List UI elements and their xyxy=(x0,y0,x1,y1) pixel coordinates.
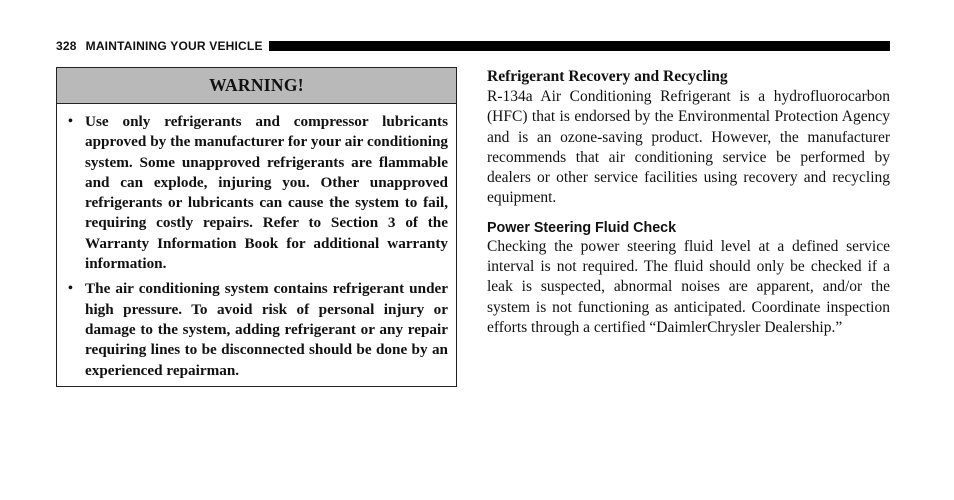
section-heading-refrigerant: Refrigerant Recovery and Recycling xyxy=(487,68,728,85)
section-title: MAINTAINING YOUR VEHICLE xyxy=(85,39,263,53)
section-body-refrigerant: R-134a Air Conditioning Refrigerant is a hydrofluorocarbon (HFC) that is endorsed by the Environmental Protection Agency and is an ozone-saving product. However, the manufacturer recommends that air conditioning service be performed by dealers or other service facilities using recovery and recycling equipment. xyxy=(487,88,890,207)
warning-box xyxy=(56,67,457,387)
warning-item-text: Use only refrigerants and compressor lubricants approved by the manufacturer for your air conditioning system. Some unapproved refrigerants are flammable and can explode, injuring you. Other unapproved refrigerants or lubricants can cause the system to fail, requiring costly repairs. Refer to Section 3 of the Warranty Information Book for additional warranty information. xyxy=(85,113,448,273)
section-body-power-steering: Checking the power steering fluid level at a defined service interval is not required. The fluid should only be checked if a leak is suspected, abnormal noises are apparent, and/or the system is not functioning as anticipated. Coordinate inspection efforts through a certified “DaimlerChrysler Dealership.” xyxy=(487,237,890,336)
warning-item-text: The air conditioning system contains refrigerant under high pressure. To avoid risk of personal injury or damage to the system, adding refrigerant or any repair requiring lines to be disconnected should be done by an experienced repairman. xyxy=(85,280,448,379)
warning-title: WARNING! xyxy=(57,68,456,104)
bullet-icon: • xyxy=(68,114,73,129)
section-gap xyxy=(487,209,890,219)
page-header xyxy=(56,38,890,54)
section-heading-power-steering: Power Steering Fluid Check xyxy=(487,219,677,236)
warning-list xyxy=(57,104,456,381)
page-number: 328 xyxy=(56,39,77,53)
bullet-icon: • xyxy=(68,281,73,297)
warning-item xyxy=(67,279,448,380)
header-rule xyxy=(269,41,890,51)
warning-item xyxy=(67,112,448,274)
right-column xyxy=(487,67,890,338)
